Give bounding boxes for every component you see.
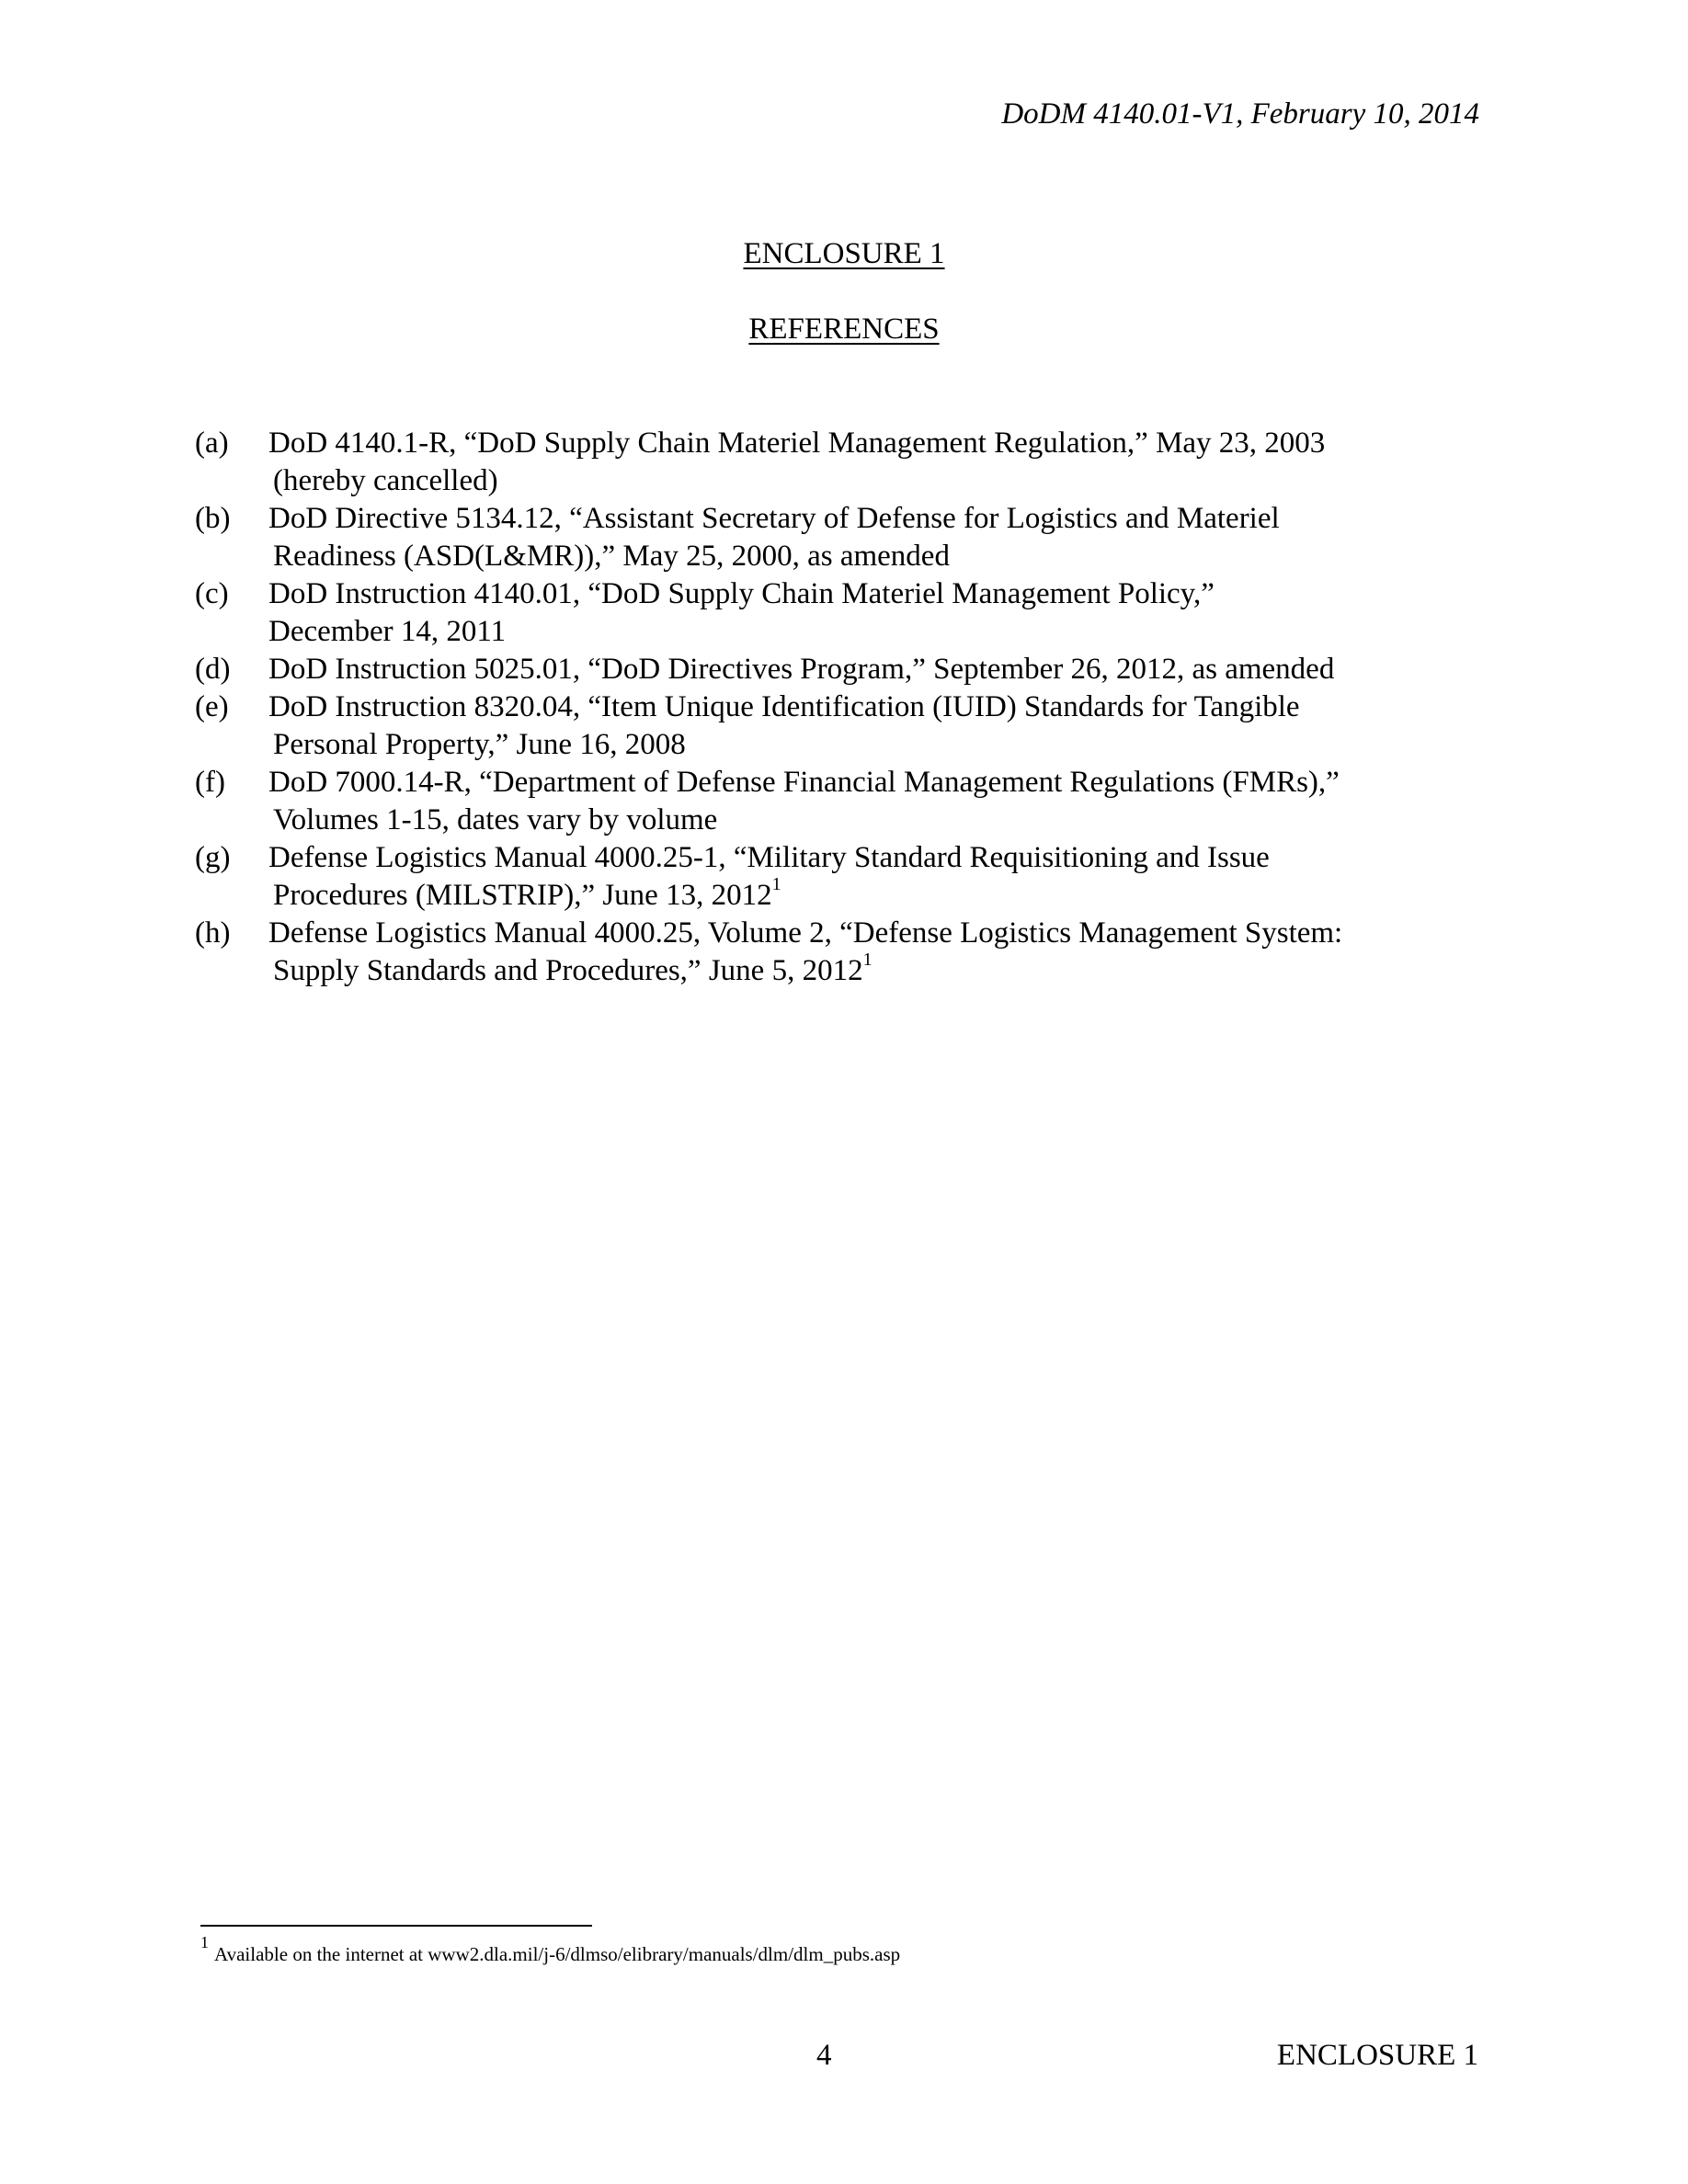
reference-text [268, 500, 1500, 575]
reference-letter: (a) [195, 427, 229, 460]
reference-line: Personal Property,” June 16, 2008 [273, 728, 686, 761]
reference-text [268, 651, 1500, 688]
reference-line-with-footnote [268, 952, 1500, 990]
reference-line: DoD Directive 5134.12, “Assistant Secretary of Defense for Logistics and Materiel [268, 502, 1280, 535]
reference-line: Readiness (ASD(L&MR)),” May 25, 2000, as amended [273, 540, 950, 573]
reference-letter: (c) [195, 577, 229, 610]
reference-line: Volumes 1-15, dates vary by volume [273, 803, 718, 836]
reference-item-c [195, 575, 1500, 651]
reference-text [268, 764, 1500, 839]
reference-line: (hereby cancelled) [273, 464, 498, 497]
reference-line: December 14, 2011 [268, 615, 507, 648]
reference-item-b [195, 500, 1500, 575]
reference-letter: (d) [195, 653, 231, 686]
reference-item-f [195, 764, 1500, 839]
reference-line: Defense Logistics Manual 4000.25-1, “Military Standard Requisitioning and Issue [268, 841, 1270, 874]
reference-item-g [195, 839, 1500, 915]
reference-letter: (b) [195, 502, 231, 535]
reference-line: DoD Instruction 5025.01, “DoD Directives Program,” September 26, 2012, as amended [268, 653, 1335, 686]
reference-line: DoD Instruction 4140.01, “DoD Supply Chain Materiel Management Policy,” [268, 577, 1215, 610]
reference-line: DoD 7000.14-R, “Department of Defense Financial Management Regulations (FMRs),” [268, 766, 1340, 799]
footer-enclosure-label: ENCLOSURE 1 [1276, 2039, 1478, 2072]
reference-letter: (g) [195, 841, 231, 874]
reference-item-a [195, 425, 1500, 500]
reference-letter: (e) [195, 690, 229, 723]
reference-line-with-footnote [268, 874, 1500, 915]
footnote-number: 1 [200, 1933, 209, 1951]
references-heading: REFERENCES [748, 313, 940, 346]
reference-item-d [195, 651, 1500, 688]
reference-line: Defense Logistics Manual 4000.25, Volume 2, “Defense Logistics Management System: [268, 916, 1343, 950]
footnote-separator [200, 1925, 592, 1927]
reference-item-e [195, 688, 1500, 764]
reference-text [268, 688, 1500, 764]
running-header: DoDM 4140.01-V1, February 10, 2014 [1001, 97, 1479, 131]
reference-text [268, 575, 1500, 651]
reference-line-text: Procedures (MILSTRIP),” June 13, 2012 [273, 879, 772, 912]
references-list [195, 425, 1500, 990]
footnote [200, 1933, 901, 1967]
footnote-marker: 1 [862, 950, 873, 970]
footnote-marker: 1 [771, 874, 781, 894]
reference-item-h [195, 915, 1500, 990]
reference-line: DoD Instruction 8320.04, “Item Unique Identification (IUID) Standards for Tangible [268, 690, 1300, 723]
reference-letter: (f) [195, 766, 225, 799]
page-number: 4 [816, 2039, 832, 2072]
reference-text [268, 915, 1500, 990]
reference-line-text: Supply Standards and Procedures,” June 5, 2012 [273, 954, 863, 987]
enclosure-heading: ENCLOSURE 1 [743, 237, 945, 270]
reference-text [268, 839, 1500, 915]
reference-letter: (h) [195, 916, 231, 950]
reference-text [268, 425, 1500, 500]
reference-line: DoD 4140.1-R, “DoD Supply Chain Materiel Management Regulation,” May 23, 2003 [268, 427, 1326, 460]
footnote-text: Available on the internet at www2.dla.mil/j-6/dlmso/elibrary/manuals/dlm/dlm_pubs.asp [214, 1943, 901, 1965]
